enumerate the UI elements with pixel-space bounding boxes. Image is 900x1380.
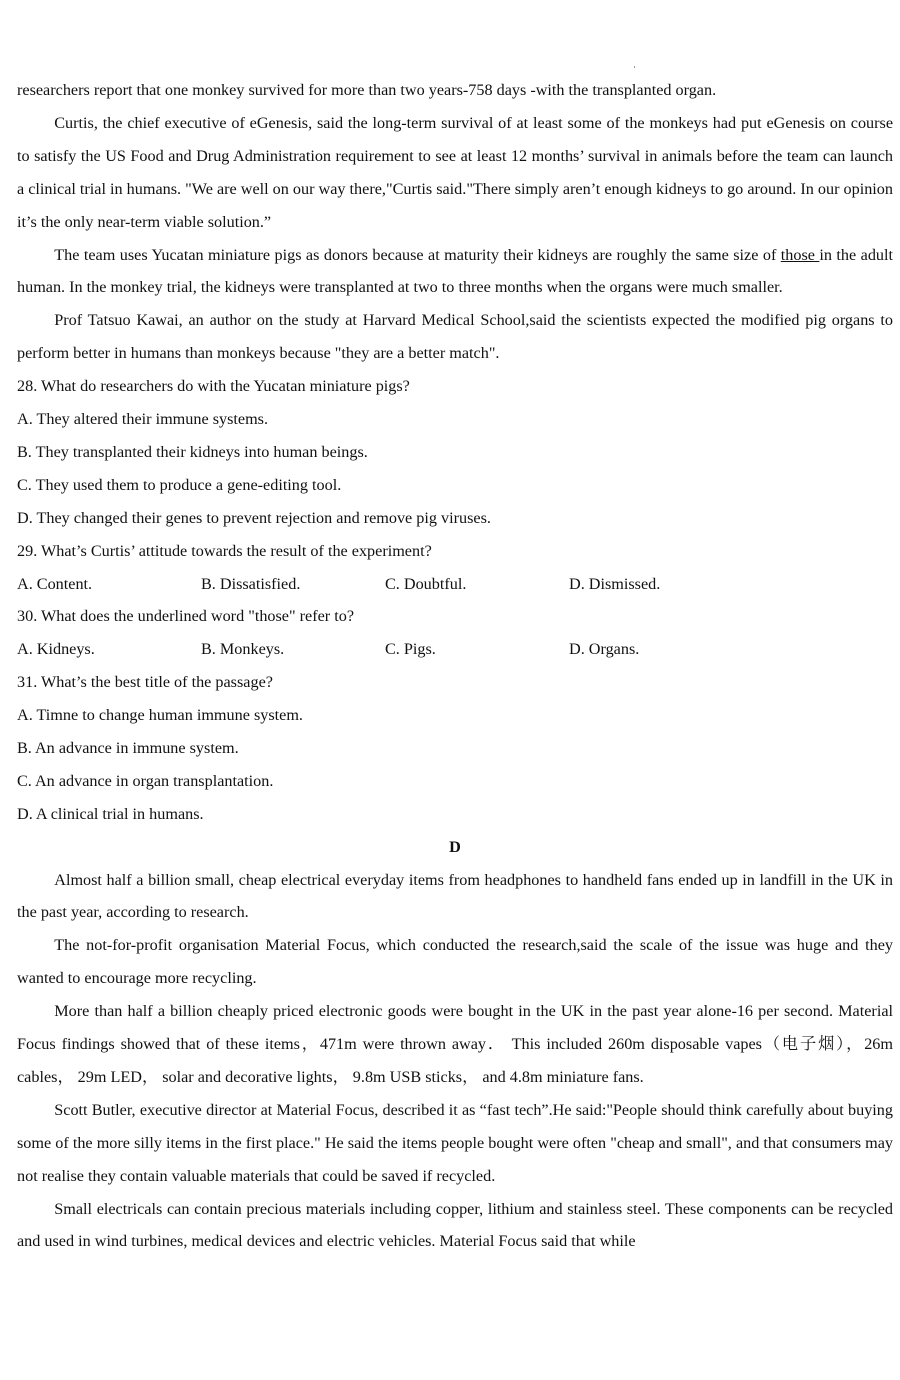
passage-c-paragraph-3 bbox=[17, 239, 893, 305]
passage-d-paragraph-5: Small electricals can contain precious materials including copper, lithium and stainless steel. These components can be recycled and used in wind turbines, medical devices and electric vehicles. Material Focus said that while bbox=[17, 1199, 893, 1251]
passage-d-paragraph-1: Almost half a billion small, cheap electrical everyday items from headphones to handheld fans ended up in landfill in the UK in the past year, according to research. bbox=[17, 870, 893, 922]
question-stem: 30. What does the underlined word "those" refer to? bbox=[17, 607, 355, 626]
underlined-word-those: those bbox=[780, 245, 820, 264]
question-31 bbox=[17, 666, 893, 830]
option-c: C. Doubtful. bbox=[385, 574, 467, 593]
question-stem: 31. What’s the best title of the passage? bbox=[17, 673, 273, 692]
options-row bbox=[17, 633, 893, 666]
option-c: C. Pigs. bbox=[385, 640, 436, 659]
question-30 bbox=[17, 600, 893, 666]
options-row bbox=[17, 568, 893, 601]
passage-c-paragraph-1: researchers report that one monkey survived for more than two years-758 days -with the transplanted organ. bbox=[17, 81, 717, 99]
passage-c-paragraph-2: Curtis, the chief executive of eGenesis, said the long-term survival of at least some of the monkeys had put eGenesis on course to satisfy the US Food and Drug Administration requirement to see at least 12 months’ survival in animals before the team can launch a clinical trial in humans. "We are well on our way there,"Curtis said."There simply aren’t enough kidneys to go around. In our opinion it’s the only near-term viable solution.” bbox=[17, 113, 893, 231]
scan-speck bbox=[634, 66, 635, 68]
option-a: A. Kidneys. bbox=[17, 640, 95, 659]
p3-after-text: in the adult human. In the monkey trial, the kidneys were transplanted at two to three months when the organs were much smaller. bbox=[17, 245, 894, 297]
option-a: A. Content. bbox=[17, 574, 93, 593]
question-28 bbox=[17, 370, 893, 534]
passage-d-paragraph-4: Scott Butler, executive director at Material Focus, described it as “fast tech”.He said:"People should think carefully about buying some of the more silly items in the first place." He said the items people bought were often "cheap and small", and that consumers may not realise they contain valuable materials that could be saved if recycled. bbox=[17, 1100, 893, 1185]
option-d: D. A clinical trial in humans. bbox=[17, 804, 204, 823]
passage-d-paragraph-3: More than half a billion cheaply priced electronic goods were bought in the UK in the past year alone-16 per second. Material Focus findings showed that of these items，471m were thrown away． This included 260m disposable vapes（电子烟），26m cables， 29m LED， solar and decorative lights， 9.8m USB sticks， and 4.8m miniature fans. bbox=[17, 1002, 893, 1086]
option-a: A. Timne to change human immune system. bbox=[17, 706, 303, 725]
passage-c-paragraph-4: Prof Tatsuo Kawai, an author on the study at Harvard Medical School,said the scientists expected the modified pig organs to perform better in humans than monkeys because "they are a better match". bbox=[17, 311, 893, 363]
option-c: C. An advance in organ transplantation. bbox=[17, 771, 274, 790]
question-stem: 28. What do researchers do with the Yucatan miniature pigs? bbox=[17, 377, 410, 396]
question-stem: 29. What’s Curtis’ attitude towards the result of the experiment? bbox=[17, 541, 432, 560]
option-b: B. Monkeys. bbox=[201, 640, 285, 659]
passage-c-continuation bbox=[17, 74, 893, 370]
option-b: B. An advance in immune system. bbox=[17, 738, 239, 757]
passage-d bbox=[17, 864, 893, 1259]
question-29 bbox=[17, 535, 893, 601]
option-d: D. Organs. bbox=[569, 640, 640, 659]
option-c: C. They used them to produce a gene-editing tool. bbox=[17, 475, 342, 494]
passage-d-paragraph-2: The not-for-profit organisation Material Focus, which conducted the research,said the scale of the issue was huge and they wanted to encourage more recycling. bbox=[17, 936, 893, 988]
option-b: B. They transplanted their kidneys into human beings. bbox=[17, 442, 368, 461]
option-a: A. They altered their immune systems. bbox=[17, 410, 269, 429]
passage-d-heading: D bbox=[449, 837, 461, 856]
p3-before-text: The team uses Yucatan miniature pigs as donors because at maturity their kidneys are roughly the same size of bbox=[54, 245, 781, 264]
option-d: D. They changed their genes to prevent rejection and remove pig viruses. bbox=[17, 508, 491, 527]
option-b: B. Dissatisfied. bbox=[201, 574, 301, 593]
exam-page bbox=[17, 74, 893, 1258]
option-d: D. Dismissed. bbox=[569, 574, 661, 593]
